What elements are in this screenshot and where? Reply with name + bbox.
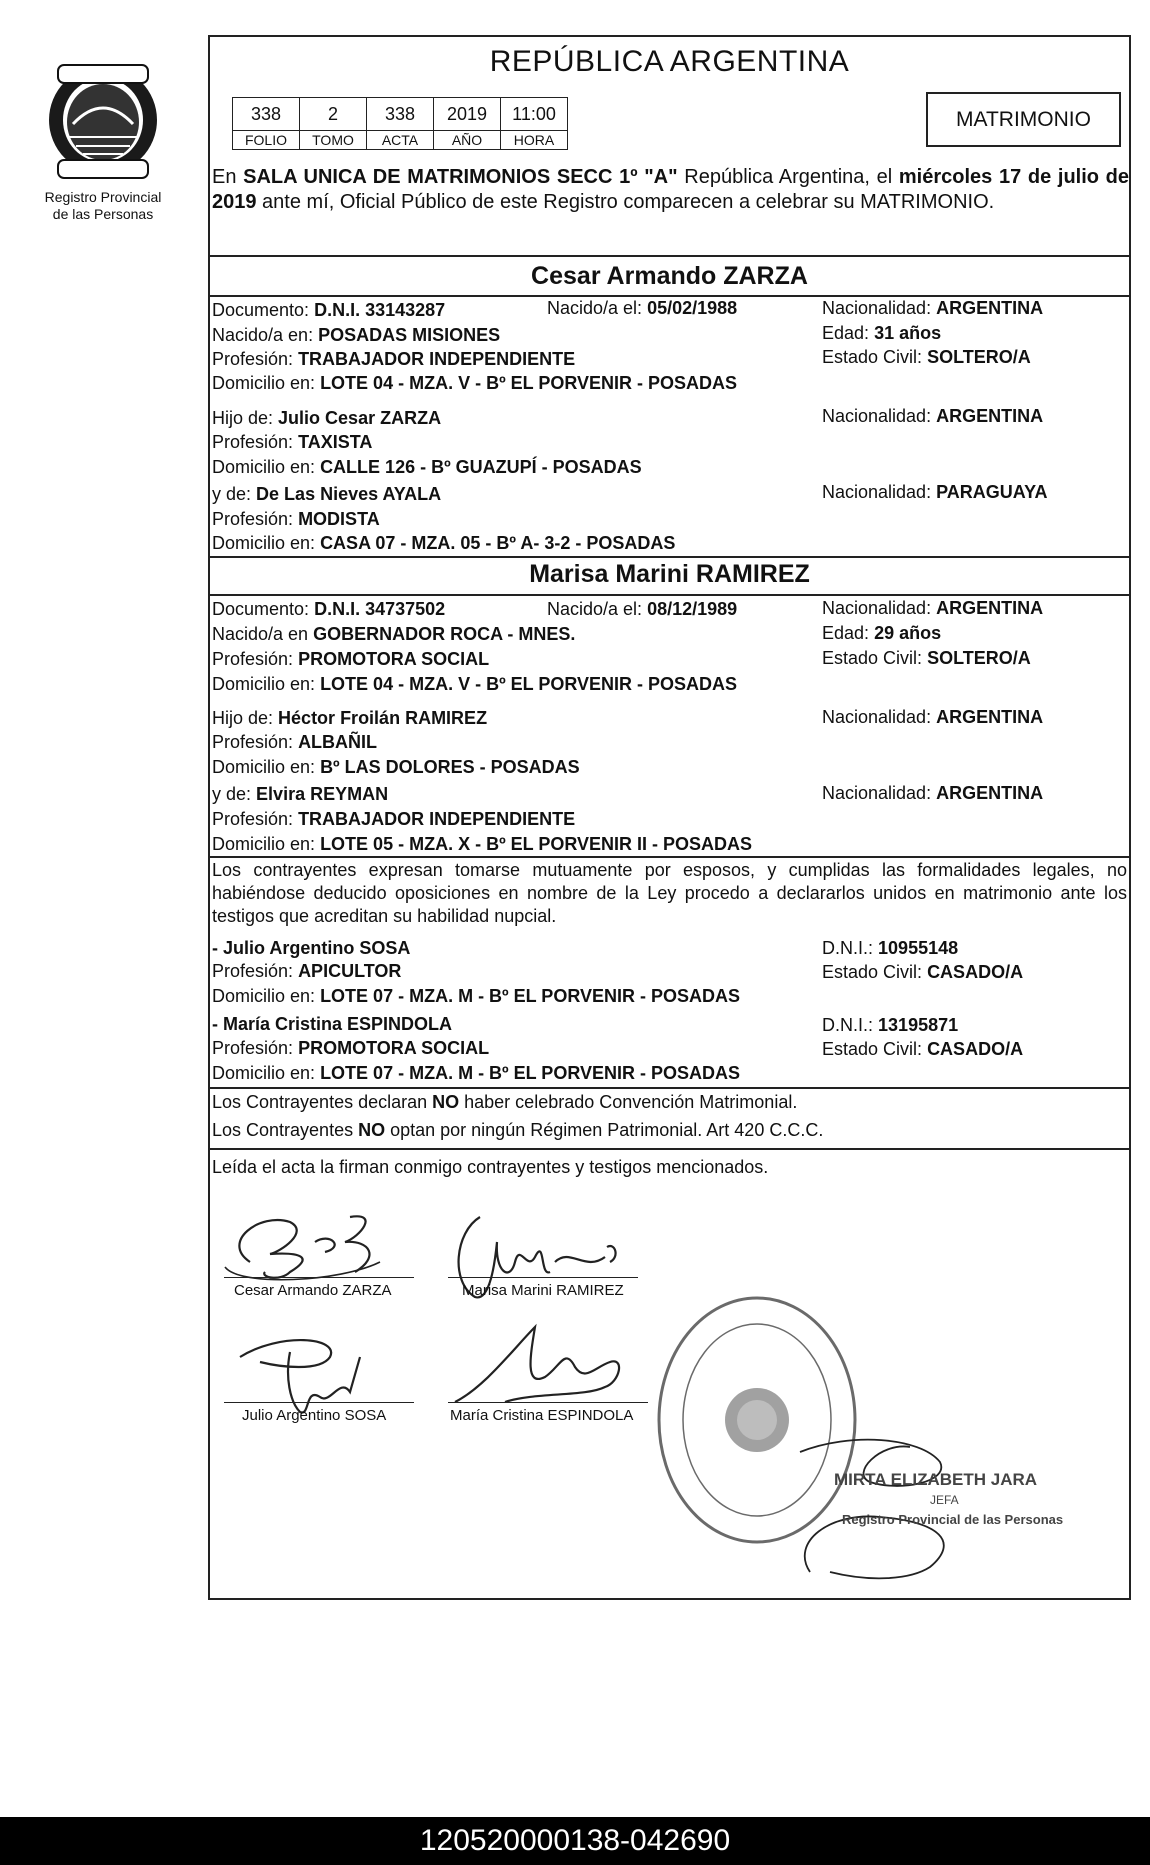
witness-1-profession: Profesión: APICULTOR: [212, 961, 402, 981]
folio-label: FOLIO: [233, 131, 300, 150]
hora-value: 11:00: [501, 98, 568, 131]
witness-1-civil-status: Estado Civil: CASADO/A: [822, 962, 1024, 982]
divider: [210, 255, 1129, 257]
witness-1-name: - Julio Argentino SOSA: [212, 938, 411, 958]
bride-age: Edad: 29 años: [822, 623, 942, 643]
bride-father-nationality: Nacionalidad: ARGENTINA: [822, 707, 1044, 727]
registry-logo: [28, 62, 178, 223]
groom-birthdate: Nacido/a el: 05/02/1988: [547, 298, 738, 318]
witness-2-profession: Profesión: PROMOTORA SOCIAL: [212, 1038, 490, 1058]
divider: [210, 556, 1129, 558]
witness-1-address: Domicilio en: LOTE 07 - MZA. M - Bº EL PORVENIR - POSADAS: [212, 986, 741, 1006]
groom-name: Cesar Armando ZARZA: [531, 262, 808, 290]
signature-line: [448, 1277, 638, 1278]
anio-label: AÑO: [434, 131, 501, 150]
document-title: REPÚBLICA ARGENTINA: [489, 45, 850, 78]
bride-civil-status: Estado Civil: SOLTERO/A: [822, 648, 1031, 668]
bride-mother: y de: Elvira REYMAN: [212, 784, 389, 804]
groom-profession: Profesión: TRABAJADOR INDEPENDIENTE: [212, 349, 576, 369]
acta-value: 338: [367, 98, 434, 131]
witness-2-civil-status: Estado Civil: CASADO/A: [822, 1039, 1024, 1059]
groom-mother-profession: Profesión: MODISTA: [212, 509, 380, 529]
groom-signature-label: Cesar Armando ZARZA: [234, 1282, 392, 1299]
acta-label: ACTA: [367, 131, 434, 150]
document-code-bar: 120520000138-042690: [0, 1817, 1150, 1865]
witness-2-signature-label: María Cristina ESPINDOLA: [450, 1407, 634, 1424]
province-seal-icon: [28, 62, 178, 184]
convention-statement: Los Contrayentes declaran NO haber celebrado Convención Matrimonial.: [212, 1092, 798, 1112]
logo-caption-line1: Registro Provincial: [44, 189, 162, 205]
certificate-frame: [208, 35, 1131, 1600]
bride-father-profession: Profesión: ALBAÑIL: [212, 732, 378, 752]
officer-name: MIRTA ELIZABETH JARA: [834, 1470, 1038, 1489]
groom-father: Hijo de: Julio Cesar ZARZA: [212, 408, 442, 428]
regime-statement: Los Contrayentes NO optan por ningún Régimen Patrimonial. Art 420 C.C.C.: [212, 1120, 824, 1140]
reading-statement: Leída el acta la firman conmigo contrayentes y testigos mencionados.: [212, 1157, 769, 1177]
bride-birthplace: Nacido/a en GOBERNADOR ROCA - MNES.: [212, 624, 576, 644]
intro-paragraph: En SALA UNICA DE MATRIMONIOS SECC 1º "A" República Argentina, el miércoles 17 de julio de 2019 ante mí, Oficial Público de este Registro comparecen a celebrar su MATRIMONIO.: [212, 166, 1129, 213]
tomo-value: 2: [300, 98, 367, 131]
bride-documento: Documento: D.N.I. 34737502: [212, 599, 446, 619]
groom-address: Domicilio en: LOTE 04 - MZA. V - Bº EL PORVENIR - POSADAS: [212, 373, 738, 393]
groom-age: Edad: 31 años: [822, 323, 942, 343]
signature-line: [224, 1402, 414, 1403]
bride-father: Hijo de: Héctor Froilán RAMIREZ: [212, 708, 488, 728]
divider: [210, 856, 1129, 858]
hora-label: HORA: [501, 131, 568, 150]
bride-profession: Profesión: PROMOTORA SOCIAL: [212, 649, 490, 669]
witness-1-dni: D.N.I.: 10955148: [822, 938, 959, 958]
groom-father-nationality: Nacionalidad: ARGENTINA: [822, 406, 1044, 426]
act-type-box: MATRIMONIO: [926, 92, 1121, 147]
bride-address: Domicilio en: LOTE 04 - MZA. V - Bº EL PORVENIR - POSADAS: [212, 674, 738, 694]
groom-mother: y de: De Las Nieves AYALA: [212, 484, 442, 504]
logo-caption-line2: de las Personas: [52, 206, 154, 222]
registration-table: [232, 97, 568, 150]
witness-2-dni: D.N.I.: 13195871: [822, 1015, 959, 1035]
bride-signature-label: Marisa Marini RAMIREZ: [462, 1282, 624, 1299]
witness-1-signature-label: Julio Argentino SOSA: [242, 1407, 387, 1424]
bride-mother-nationality: Nacionalidad: ARGENTINA: [822, 783, 1044, 803]
groom-documento: Documento: D.N.I. 33143287: [212, 300, 446, 320]
anio-value: 2019: [434, 98, 501, 131]
tomo-label: TOMO: [300, 131, 367, 150]
groom-nationality: Nacionalidad: ARGENTINA: [822, 298, 1044, 318]
groom-father-profession: Profesión: TAXISTA: [212, 432, 373, 452]
bride-mother-profession: Profesión: TRABAJADOR INDEPENDIENTE: [212, 809, 576, 829]
groom-mother-address: Domicilio en: CASA 07 - MZA. 05 - Bº A- 3-2 - POSADAS: [212, 533, 676, 553]
groom-mother-nationality: Nacionalidad: PARAGUAYA: [822, 482, 1048, 502]
bride-nationality: Nacionalidad: ARGENTINA: [822, 598, 1044, 618]
bride-birthdate: Nacido/a el: 08/12/1989: [547, 599, 738, 619]
signature-line: [448, 1402, 648, 1403]
bride-father-address: Domicilio en: Bº LAS DOLORES - POSADAS: [212, 757, 580, 777]
bride-mother-address: Domicilio en: LOTE 05 - MZA. X - Bº EL PORVENIR II - POSADAS: [212, 834, 753, 854]
officer-org: Registro Provincial de las Personas: [842, 1512, 1064, 1527]
declaration-paragraph: Los contrayentes expresan tomarse mutuamente por esposos, y cumplidas las formalidades legales, no habiéndose deducido oposiciones en nombre de la Ley procedo a declararlos unidos en matrimonio ante los testigos que acreditan su habilidad nupcial.: [212, 860, 1127, 926]
witness-2-name: - María Cristina ESPINDOLA: [212, 1014, 453, 1034]
bride-name: Marisa Marini RAMIREZ: [529, 560, 810, 588]
divider: [210, 1087, 1129, 1089]
divider: [210, 1148, 1129, 1150]
groom-father-address: Domicilio en: CALLE 126 - Bº GUAZUPÍ - POSADAS: [212, 457, 642, 477]
folio-value: 338: [233, 98, 300, 131]
witness-2-signature: [445, 1307, 665, 1422]
officer-signature: [790, 1422, 990, 1582]
signature-line: [224, 1277, 414, 1278]
witness-2-address: Domicilio en: LOTE 07 - MZA. M - Bº EL PORVENIR - POSADAS: [212, 1063, 741, 1083]
groom-birthplace: Nacido/a en: POSADAS MISIONES: [212, 325, 501, 345]
officer-role: JEFA: [930, 1493, 959, 1507]
groom-civil-status: Estado Civil: SOLTERO/A: [822, 347, 1031, 367]
